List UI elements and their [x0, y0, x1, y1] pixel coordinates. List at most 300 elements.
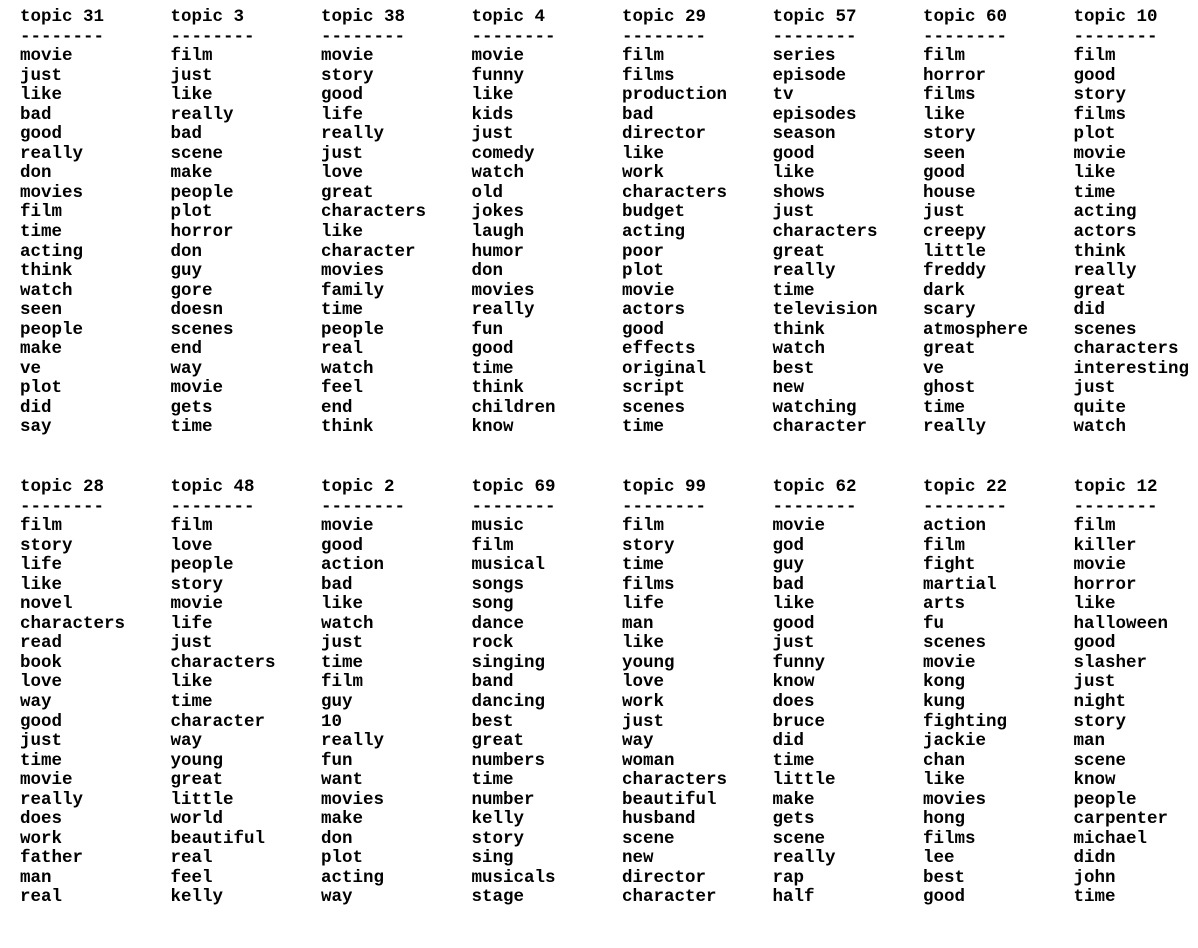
topic-word: films	[1074, 106, 1198, 126]
topic-word: film	[923, 47, 1074, 67]
topic-word: movie	[622, 282, 773, 302]
topic-word: movies	[20, 184, 171, 204]
topic-word: children	[472, 399, 623, 419]
topic-column	[1074, 478, 1198, 948]
topic-word: chan	[923, 752, 1074, 772]
topic-word: great	[923, 340, 1074, 360]
topic-word: funny	[472, 67, 623, 87]
topic-word: just	[622, 713, 773, 733]
topic-word: horror	[171, 223, 322, 243]
topic-word: fun	[321, 752, 472, 772]
topic-word: action	[321, 556, 472, 576]
topic-divider: --------	[171, 498, 322, 518]
topic-divider: --------	[472, 28, 623, 48]
topic-word: tv	[773, 86, 924, 106]
topic-word: really	[321, 732, 472, 752]
topic-word: bruce	[773, 713, 924, 733]
topic-word: films	[923, 830, 1074, 850]
topic-divider: --------	[171, 28, 322, 48]
topic-word: did	[20, 399, 171, 419]
topic-word: scene	[1074, 752, 1198, 772]
topic-word: dance	[472, 615, 623, 635]
topic-word: bad	[773, 576, 924, 596]
topic-word: musicals	[472, 869, 623, 889]
topic-word: like	[622, 634, 773, 654]
topic-word: characters	[321, 203, 472, 223]
topic-word: best	[773, 360, 924, 380]
topic-word: series	[773, 47, 924, 67]
topic-word: good	[923, 888, 1074, 908]
topic-word: sing	[472, 849, 623, 869]
topic-word: didn	[1074, 849, 1198, 869]
topic-word: movie	[171, 595, 322, 615]
topic-word: film	[472, 537, 623, 557]
topic-word: television	[773, 301, 924, 321]
topic-title: topic 22	[923, 478, 1074, 498]
topic-word: real	[20, 888, 171, 908]
topic-word: acting	[20, 243, 171, 263]
topic-word: man	[20, 869, 171, 889]
topic-column	[321, 8, 472, 478]
topic-word: characters	[622, 771, 773, 791]
topic-word: films	[923, 86, 1074, 106]
topic-word: scenes	[1074, 321, 1198, 341]
topic-word: director	[622, 125, 773, 145]
topic-word: comedy	[472, 145, 623, 165]
topic-word: great	[171, 771, 322, 791]
topic-word: love	[171, 537, 322, 557]
topic-word: poor	[622, 243, 773, 263]
topic-word: good	[1074, 67, 1198, 87]
topic-word: kelly	[171, 888, 322, 908]
topic-word: watch	[472, 164, 623, 184]
topic-word: plot	[20, 379, 171, 399]
topic-word: beautiful	[622, 791, 773, 811]
topic-word: character	[321, 243, 472, 263]
topic-word: make	[20, 340, 171, 360]
topic-row-2	[20, 478, 1198, 948]
topic-word: life	[622, 595, 773, 615]
topic-column	[773, 8, 924, 478]
topic-word: carpenter	[1074, 810, 1198, 830]
topic-word: creepy	[923, 223, 1074, 243]
topic-word: film	[321, 673, 472, 693]
topic-word: did	[1074, 301, 1198, 321]
topic-word: film	[20, 517, 171, 537]
topic-word: woman	[622, 752, 773, 772]
topic-word: little	[923, 243, 1074, 263]
topic-word: plot	[171, 203, 322, 223]
topic-word: like	[321, 223, 472, 243]
topic-word: make	[773, 791, 924, 811]
topic-divider: --------	[622, 28, 773, 48]
topic-column	[171, 8, 322, 478]
topic-word: work	[622, 693, 773, 713]
topic-word: time	[472, 771, 623, 791]
topic-word: man	[622, 615, 773, 635]
topic-word: director	[622, 869, 773, 889]
topic-word: know	[1074, 771, 1198, 791]
topic-column	[472, 8, 623, 478]
topic-word: story	[1074, 86, 1198, 106]
topic-word: good	[773, 615, 924, 635]
topic-word: feel	[321, 379, 472, 399]
topic-word: kids	[472, 106, 623, 126]
topic-title: topic 60	[923, 8, 1074, 28]
topic-word: really	[1074, 262, 1198, 282]
topic-word: kung	[923, 693, 1074, 713]
topic-word: really	[171, 106, 322, 126]
topic-word: really	[321, 125, 472, 145]
topic-word: characters	[171, 654, 322, 674]
topic-word: plot	[622, 262, 773, 282]
topic-word: season	[773, 125, 924, 145]
topic-word: work	[622, 164, 773, 184]
topic-word: time	[1074, 888, 1198, 908]
topic-title: topic 48	[171, 478, 322, 498]
topic-word: old	[472, 184, 623, 204]
topic-word: really	[20, 145, 171, 165]
topic-word: number	[472, 791, 623, 811]
topic-word: plot	[1074, 125, 1198, 145]
topic-word: story	[171, 576, 322, 596]
topic-title: topic 12	[1074, 478, 1198, 498]
topic-divider: --------	[773, 28, 924, 48]
topic-word: life	[171, 615, 322, 635]
topic-word: bad	[20, 106, 171, 126]
topic-word: know	[472, 418, 623, 438]
topic-word: really	[472, 301, 623, 321]
topic-word: character	[622, 888, 773, 908]
topic-divider: --------	[773, 498, 924, 518]
topic-word: movies	[472, 282, 623, 302]
topic-word: half	[773, 888, 924, 908]
topic-word: actors	[622, 301, 773, 321]
topic-word: watch	[20, 282, 171, 302]
topic-word: husband	[622, 810, 773, 830]
topic-word: movies	[923, 791, 1074, 811]
topic-word: like	[773, 595, 924, 615]
topic-word: best	[923, 869, 1074, 889]
topic-word: watch	[321, 360, 472, 380]
topic-word: movies	[321, 791, 472, 811]
topic-divider: --------	[321, 28, 472, 48]
topic-column	[321, 478, 472, 948]
topic-title: topic 3	[171, 8, 322, 28]
topic-word: film	[171, 517, 322, 537]
topic-column	[622, 478, 773, 948]
topic-title: topic 31	[20, 8, 171, 28]
topic-word: novel	[20, 595, 171, 615]
topic-word: films	[622, 67, 773, 87]
topic-column	[622, 8, 773, 478]
topic-word: singing	[472, 654, 623, 674]
topic-word: like	[1074, 595, 1198, 615]
topic-word: character	[773, 418, 924, 438]
topic-word: make	[321, 810, 472, 830]
topic-word: just	[321, 145, 472, 165]
topic-word: young	[171, 752, 322, 772]
topic-column	[923, 478, 1074, 948]
topic-word: effects	[622, 340, 773, 360]
topic-word: time	[472, 360, 623, 380]
topic-word: feel	[171, 869, 322, 889]
topic-word: think	[773, 321, 924, 341]
topic-word: just	[171, 67, 322, 87]
topic-word: film	[622, 47, 773, 67]
topic-word: guy	[773, 556, 924, 576]
topic-word: life	[20, 556, 171, 576]
topic-word: atmosphere	[923, 321, 1074, 341]
topic-column	[171, 478, 322, 948]
topic-word: fighting	[923, 713, 1074, 733]
topic-word: life	[321, 106, 472, 126]
topic-word: freddy	[923, 262, 1074, 282]
topic-word: scene	[622, 830, 773, 850]
topic-word: movie	[1074, 145, 1198, 165]
topic-word: story	[472, 830, 623, 850]
topic-word: scene	[171, 145, 322, 165]
topic-word: watch	[321, 615, 472, 635]
topic-title: topic 29	[622, 8, 773, 28]
topic-word: people	[321, 321, 472, 341]
topic-word: killer	[1074, 537, 1198, 557]
topic-word: like	[321, 595, 472, 615]
topic-word: time	[923, 399, 1074, 419]
topic-word: script	[622, 379, 773, 399]
topic-word: halloween	[1074, 615, 1198, 635]
topic-word: dancing	[472, 693, 623, 713]
topic-title: topic 69	[472, 478, 623, 498]
topic-word: know	[773, 673, 924, 693]
topic-word: just	[923, 203, 1074, 223]
topic-word: gets	[171, 399, 322, 419]
topic-word: quite	[1074, 399, 1198, 419]
topic-word: kong	[923, 673, 1074, 693]
topic-word: musical	[472, 556, 623, 576]
topic-word: arts	[923, 595, 1074, 615]
topic-word: movie	[1074, 556, 1198, 576]
topic-word: read	[20, 634, 171, 654]
topic-word: way	[171, 732, 322, 752]
topic-word: characters	[773, 223, 924, 243]
topic-word: hong	[923, 810, 1074, 830]
topic-word: scenes	[622, 399, 773, 419]
topic-word: god	[773, 537, 924, 557]
topic-word: story	[622, 537, 773, 557]
topic-word: jackie	[923, 732, 1074, 752]
topic-word: way	[171, 360, 322, 380]
topic-word: good	[472, 340, 623, 360]
topic-word: just	[321, 634, 472, 654]
topic-word: love	[20, 673, 171, 693]
topic-word: movie	[321, 517, 472, 537]
topic-word: good	[20, 125, 171, 145]
topic-word: good	[1074, 634, 1198, 654]
topic-word: little	[773, 771, 924, 791]
topic-word: movie	[20, 47, 171, 67]
topic-word: ghost	[923, 379, 1074, 399]
topic-divider: --------	[923, 28, 1074, 48]
topic-word: don	[472, 262, 623, 282]
topic-word: really	[773, 262, 924, 282]
topic-word: production	[622, 86, 773, 106]
topic-word: just	[472, 125, 623, 145]
topic-column	[20, 8, 171, 478]
topic-word: rap	[773, 869, 924, 889]
topic-word: story	[321, 67, 472, 87]
topic-word: story	[20, 537, 171, 557]
topic-divider: --------	[20, 28, 171, 48]
topic-word: really	[773, 849, 924, 869]
topic-word: film	[171, 47, 322, 67]
topic-word: really	[20, 791, 171, 811]
topic-column	[472, 478, 623, 948]
topic-word: scenes	[923, 634, 1074, 654]
topic-word: gets	[773, 810, 924, 830]
topic-grid	[20, 8, 1198, 948]
topic-word: don	[171, 243, 322, 263]
topic-word: end	[171, 340, 322, 360]
topic-word: did	[773, 732, 924, 752]
topic-word: story	[1074, 713, 1198, 733]
topic-word: like	[923, 106, 1074, 126]
topic-divider: --------	[923, 498, 1074, 518]
topic-word: just	[1074, 673, 1198, 693]
topic-word: like	[773, 164, 924, 184]
topic-word: just	[773, 203, 924, 223]
topic-word: characters	[1074, 340, 1198, 360]
topic-word: think	[20, 262, 171, 282]
topic-word: laugh	[472, 223, 623, 243]
topic-word: martial	[923, 576, 1074, 596]
topic-word: don	[20, 164, 171, 184]
topic-word: time	[20, 752, 171, 772]
topic-word: best	[472, 713, 623, 733]
topic-column	[1074, 8, 1198, 478]
topic-word: end	[321, 399, 472, 419]
topic-word: great	[773, 243, 924, 263]
topic-divider: --------	[622, 498, 773, 518]
topic-word: numbers	[472, 752, 623, 772]
topic-word: acting	[321, 869, 472, 889]
topic-word: new	[622, 849, 773, 869]
topic-word: time	[622, 418, 773, 438]
topic-word: watching	[773, 399, 924, 419]
topic-word: night	[1074, 693, 1198, 713]
topic-word: time	[20, 223, 171, 243]
topic-word: family	[321, 282, 472, 302]
topic-divider: --------	[20, 498, 171, 518]
topic-word: just	[20, 732, 171, 752]
topic-word: slasher	[1074, 654, 1198, 674]
topic-word: make	[171, 164, 322, 184]
topic-row-1	[20, 8, 1198, 478]
topic-word: great	[321, 184, 472, 204]
topic-word: plot	[321, 849, 472, 869]
topic-word: 10	[321, 713, 472, 733]
topic-word: movie	[321, 47, 472, 67]
topic-column	[773, 478, 924, 948]
topic-word: characters	[622, 184, 773, 204]
topic-word: movie	[171, 379, 322, 399]
topic-word: characters	[20, 615, 171, 635]
topic-title: topic 57	[773, 8, 924, 28]
topic-word: story	[923, 125, 1074, 145]
topic-word: acting	[622, 223, 773, 243]
topic-word: real	[321, 340, 472, 360]
topic-word: does	[773, 693, 924, 713]
topic-word: band	[472, 673, 623, 693]
topic-word: time	[622, 556, 773, 576]
topic-word: young	[622, 654, 773, 674]
topic-word: think	[321, 418, 472, 438]
topic-word: shows	[773, 184, 924, 204]
topic-word: world	[171, 810, 322, 830]
topic-word: just	[20, 67, 171, 87]
topic-word: love	[622, 673, 773, 693]
topic-word: bad	[622, 106, 773, 126]
topic-word: work	[20, 830, 171, 850]
topic-word: fun	[472, 321, 623, 341]
topic-word: house	[923, 184, 1074, 204]
topic-word: like	[171, 673, 322, 693]
topic-word: horror	[1074, 576, 1198, 596]
topic-title: topic 28	[20, 478, 171, 498]
topic-word: john	[1074, 869, 1198, 889]
topic-word: think	[1074, 243, 1198, 263]
topic-word: great	[1074, 282, 1198, 302]
topic-word: song	[472, 595, 623, 615]
topic-title: topic 2	[321, 478, 472, 498]
topic-word: real	[171, 849, 322, 869]
topic-word: good	[321, 86, 472, 106]
topic-word: man	[1074, 732, 1198, 752]
topic-word: time	[773, 282, 924, 302]
topic-word: time	[321, 654, 472, 674]
topic-word: seen	[923, 145, 1074, 165]
topic-word: time	[1074, 184, 1198, 204]
topic-word: new	[773, 379, 924, 399]
topic-word: guy	[171, 262, 322, 282]
topic-word: film	[923, 537, 1074, 557]
topic-word: character	[171, 713, 322, 733]
topic-word: episodes	[773, 106, 924, 126]
topic-word: fu	[923, 615, 1074, 635]
topic-word: just	[773, 634, 924, 654]
topic-word: movie	[923, 654, 1074, 674]
topic-word: budget	[622, 203, 773, 223]
topic-word: original	[622, 360, 773, 380]
topic-word: action	[923, 517, 1074, 537]
topic-word: good	[923, 164, 1074, 184]
topic-column	[20, 478, 171, 948]
topic-word: jokes	[472, 203, 623, 223]
topic-column	[923, 8, 1074, 478]
topic-word: bad	[171, 125, 322, 145]
topic-title: topic 10	[1074, 8, 1198, 28]
topic-word: time	[773, 752, 924, 772]
topic-word: funny	[773, 654, 924, 674]
topic-word: way	[622, 732, 773, 752]
topic-word: seen	[20, 301, 171, 321]
topic-word: scene	[773, 830, 924, 850]
topic-word: like	[171, 86, 322, 106]
topic-word: think	[472, 379, 623, 399]
topic-word: people	[171, 556, 322, 576]
topic-word: like	[20, 576, 171, 596]
topic-word: want	[321, 771, 472, 791]
